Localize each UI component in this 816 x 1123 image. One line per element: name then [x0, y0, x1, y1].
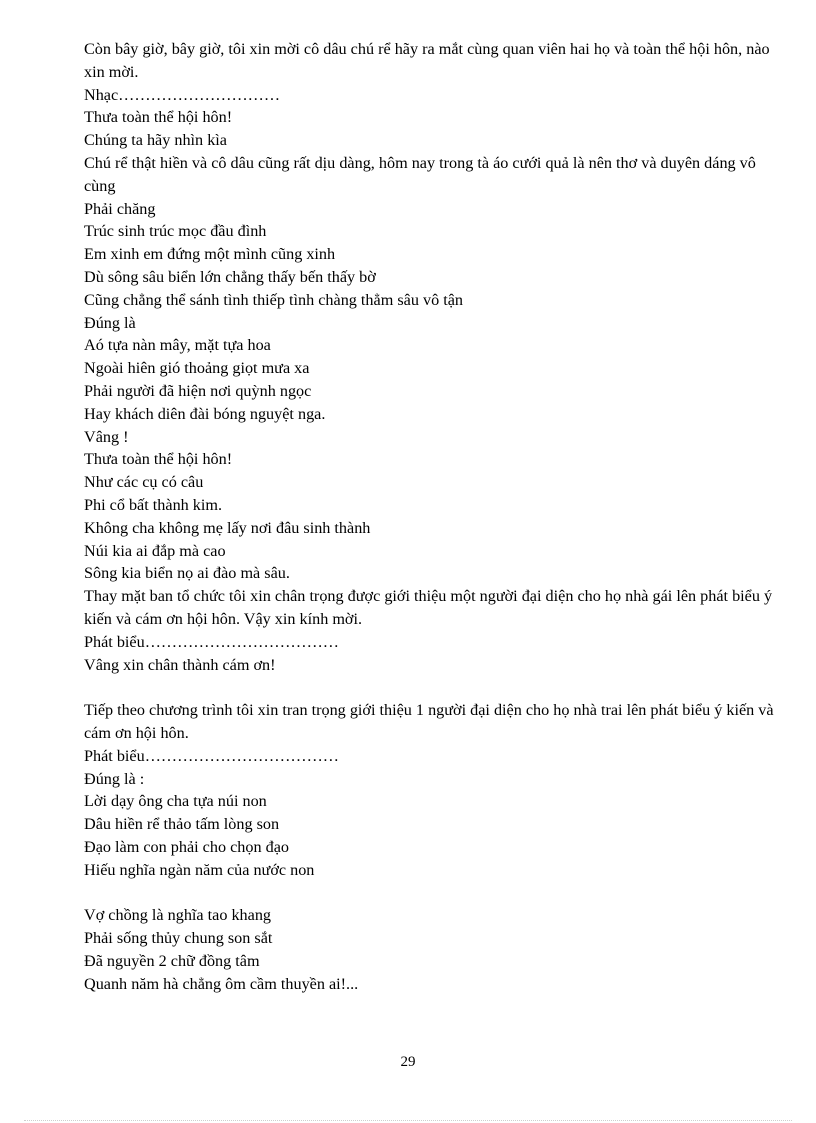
- text-paragraph: Tiếp theo chương trình tôi xin tran trọng giới thiệu 1 người đại diện cho họ nhà trai lên phát biểu ý kiến và cám ơn hội hôn.: [84, 701, 774, 742]
- text-line: Trúc sinh trúc mọc đầu đình: [84, 222, 267, 241]
- text-paragraph: Chú rể thật hiền và cô dâu cũng rất dịu dàng, hôm nay trong tà áo cưới quả là nên thơ và duyên dáng vô cùng: [84, 153, 756, 195]
- text-line: Hiếu nghĩa ngàn năm của nước non: [84, 860, 315, 879]
- text-line: Phát biểu………………………………: [84, 632, 339, 651]
- text-line: Đã nguyền 2 chữ đồng tâm: [84, 951, 260, 970]
- text-line: Đạo làm con phải cho chọn đạo: [84, 837, 289, 856]
- text-line: Dù sông sâu biển lớn chẳng thấy bến thấy bờ: [84, 267, 376, 286]
- text-line: Sông kia biển nọ ai đào mà sâu.: [84, 564, 290, 583]
- document-body: [84, 38, 784, 995]
- blank-line: [84, 676, 784, 699]
- text-line: Hay khách diên đài bóng nguyệt nga.: [84, 404, 326, 423]
- text-line: Vâng !: [84, 427, 129, 446]
- text-line: Phải sống thủy chung son sắt: [84, 929, 273, 948]
- text-line: Phi cổ bất thành kim.: [84, 495, 223, 514]
- text-line: Núi kia ai đắp mà cao: [84, 541, 226, 560]
- text-line: Đúng là: [84, 313, 136, 332]
- text-line: Ngoài hiên gió thoảng giọt mưa xa: [84, 359, 310, 378]
- page-number: 29: [400, 1054, 416, 1070]
- text-line: Không cha không mẹ lấy nơi đâu sinh thành: [84, 518, 371, 537]
- text-line: Chúng ta hãy nhìn kìa: [84, 131, 227, 150]
- text-line: Thưa toàn thể hội hôn!: [84, 108, 233, 127]
- page-bottom-edge: [24, 1120, 792, 1121]
- text-line: Quanh năm hà chẳng ôm cầm thuyền ai!...: [84, 974, 359, 993]
- text-line: Như các cụ có câu: [84, 473, 204, 492]
- text-paragraph: Thay mặt ban tổ chức tôi xin chân trọng được giới thiệu một người đại diện cho họ nhà gái lên phát biểu ý kiến và cám ơn hội hôn. Vậy xin kính mời.: [84, 587, 773, 628]
- text-line: Aó tựa nàn mây, mặt tựa hoa: [84, 336, 271, 355]
- text-line: Đúng là :: [84, 769, 145, 788]
- text-line: Phải chăng: [84, 199, 156, 218]
- text-line: Thưa toàn thể hội hôn!: [84, 450, 233, 469]
- text-line: Cũng chẳng thể sánh tình thiếp tình chàng thẳm sâu vô tận: [84, 290, 463, 309]
- text-paragraph: Còn bây giờ, bây giờ, tôi xin mời cô dâu chú rể hãy ra mắt cùng quan viên hai họ và toàn thể hội hôn, nào xin mời.: [84, 40, 770, 81]
- text-line: Nhạc…………………………: [84, 85, 281, 104]
- text-line: Dâu hiền rể thảo tấm lòng son: [84, 815, 280, 834]
- text-line: Em xinh em đứng một mình cũng xinh: [84, 245, 336, 264]
- blank-line: [84, 881, 784, 904]
- text-line: Phát biểu………………………………: [84, 746, 339, 765]
- text-line: Vợ chồng là nghĩa tao khang: [84, 906, 272, 925]
- text-line: Vâng xin chân thành cám ơn!: [84, 655, 276, 674]
- text-line: Phải người đã hiện nơi quỳnh ngọc: [84, 381, 312, 400]
- text-line: Lời dạy ông cha tựa núi non: [84, 792, 267, 811]
